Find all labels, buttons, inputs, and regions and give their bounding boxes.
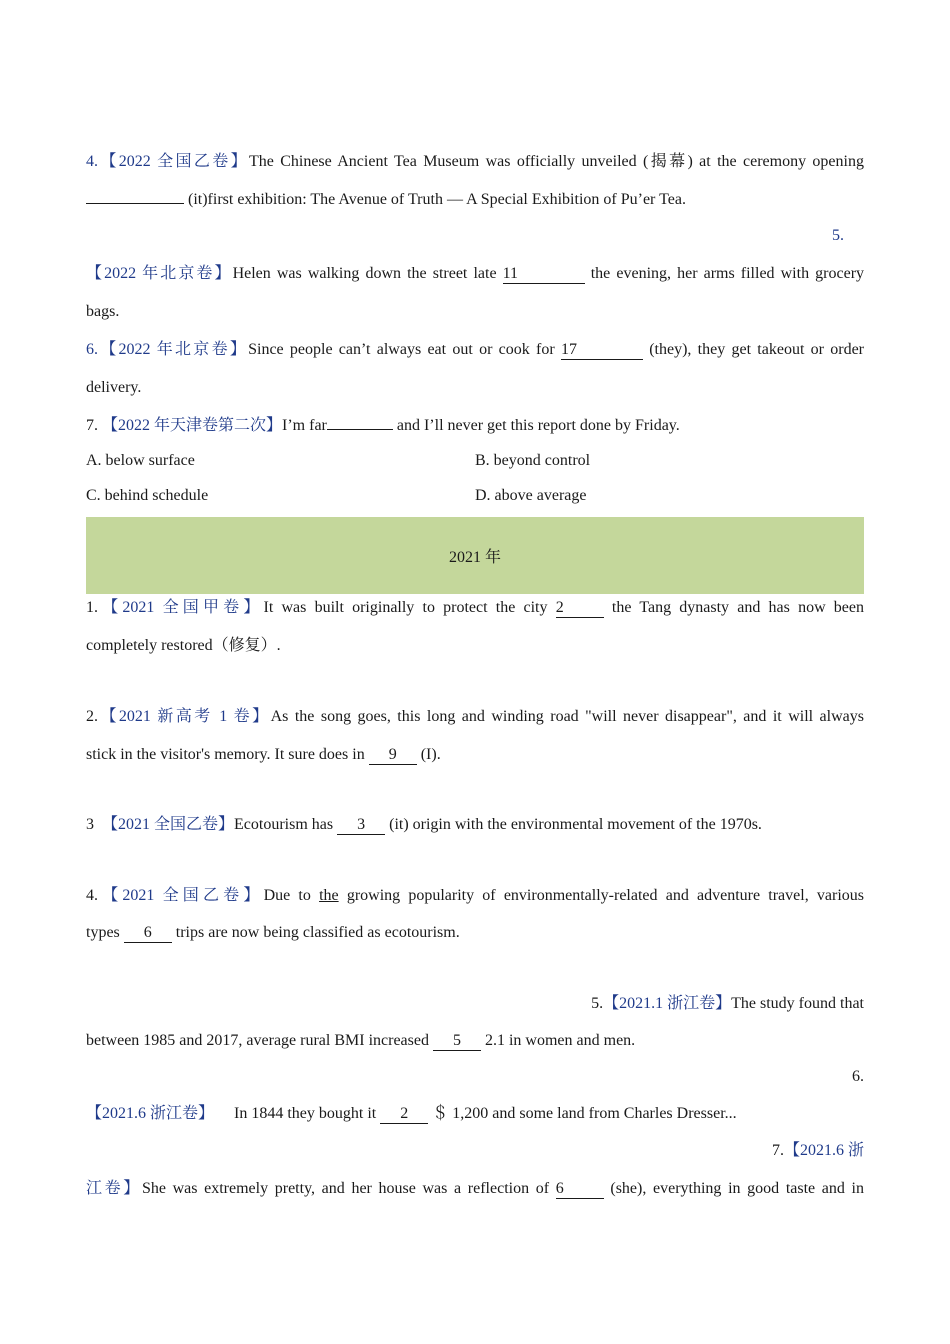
question-text: (they), they get takeout or order [649, 341, 864, 358]
q2022-5-line2 [86, 301, 864, 323]
q2021-7-number [86, 1140, 864, 1162]
answer-blank: 6 [124, 924, 172, 943]
question-text: the Tang dynasty and has now been [611, 599, 865, 616]
question-text: (it)first exhibition: The Avenue of Truth — A Special Exhibition of Pu’er Tea. [188, 191, 686, 208]
source-tag: 【2022 全国乙卷】 [98, 153, 249, 170]
question-number: 6. [852, 1068, 864, 1085]
answer-blank: 2 [380, 1105, 428, 1124]
q2021-7-line1 [86, 1178, 864, 1200]
q2021-1-line2 [86, 635, 864, 657]
source-tag: 【2021 全国甲卷】 [98, 599, 264, 616]
question-text: and I’ll never get this report done by Friday. [396, 417, 680, 434]
section-title: 2021 年 [448, 549, 501, 566]
question-text: bags. [86, 303, 120, 320]
option-a: A. below surface [86, 452, 195, 469]
q2022-5-number [832, 225, 844, 247]
question-text: Ecotourism has [234, 816, 334, 833]
source-tag: 【2021 新高考 1 卷】 [98, 708, 271, 725]
source-tag: 【2021 全国乙卷】 [102, 816, 235, 833]
option-d: D. above average [475, 487, 587, 504]
question-number: 4. [86, 887, 98, 904]
source-tag: 【2021.6 浙 [783, 1142, 864, 1159]
question-number: 5. [832, 227, 844, 244]
answer-blank: 11 [503, 265, 585, 284]
question-text: I’m far [282, 417, 327, 434]
answer-blank: 17 [561, 341, 643, 360]
q2022-6-line1 [86, 339, 864, 361]
q2021-3-line1 [86, 814, 864, 836]
question-text: delivery. [86, 379, 142, 396]
option-b: B. beyond control [475, 452, 591, 469]
question-number: 7. [771, 1142, 784, 1159]
q2022-7-line1 [86, 415, 864, 437]
answer-blank [86, 189, 184, 204]
source-tag: 【2021.1 浙江卷】 [603, 995, 732, 1012]
section-header-2021 [86, 517, 864, 594]
question-text: stick in the visitor's memory. It sure does in [86, 746, 365, 763]
question-text: She was extremely pretty, and her house was a reflection of [141, 1180, 550, 1197]
q2021-6-number [86, 1066, 864, 1088]
q2021-6-line1 [86, 1103, 864, 1125]
question-text: In 1844 they bought it [234, 1105, 377, 1122]
source-tag: 【2021 全国乙卷】 [98, 887, 264, 904]
question-number: 5. [591, 995, 604, 1012]
question-text: the evening, her arms filled with grocery [590, 265, 865, 282]
question-text: Due to [263, 887, 311, 904]
source-tag: 【2022 年北京卷】 [98, 341, 249, 358]
question-text: types [86, 924, 120, 941]
q2021-5-line2 [86, 1030, 864, 1052]
question-text: completely restored（修复）. [86, 637, 281, 654]
q2022-6-line2 [86, 377, 864, 399]
source-tag: 【2021.6 浙江卷】 [86, 1105, 215, 1122]
question-text: Helen was walking down the street late [232, 265, 497, 282]
question-text: between 1985 and 2017, average rural BMI increased [86, 1032, 429, 1049]
question-number: 4. [86, 153, 98, 170]
question-number: 1. [86, 599, 98, 616]
answer-blank: 9 [369, 746, 417, 765]
dollar-sign: ＄ [432, 1105, 449, 1122]
answer-blank: 3 [337, 816, 385, 835]
question-text: As the song goes, this long and winding road "will never disappear", and it will always [270, 708, 864, 725]
q2022-5-line1 [86, 263, 864, 285]
q2021-2-line1 [86, 706, 864, 728]
q2022-4-line2 [86, 189, 864, 211]
question-text: It was built originally to protect the city [263, 599, 548, 616]
q2021-5-line1 [86, 993, 864, 1015]
question-number: 6. [86, 341, 98, 358]
question-number: 7. [86, 417, 98, 434]
option-c: C. behind schedule [86, 487, 209, 504]
answer-blank: 5 [433, 1032, 481, 1051]
question-text: growing popularity of environmentally-related and adventure travel, various [346, 887, 865, 904]
source-tag: 【2022 年北京卷】 [86, 265, 233, 282]
question-text: Since people can’t always eat out or cook for [248, 341, 555, 358]
question-text: (she), everything in good taste and in [610, 1180, 864, 1197]
question-text: (it) origin with the environmental movement of the 1970s. [389, 816, 762, 833]
source-tag: 【2022 年天津卷第二次】 [102, 417, 283, 434]
q2021-1-line1 [86, 597, 864, 619]
question-text: (I). [420, 746, 441, 763]
answer-blank [327, 429, 393, 430]
question-text: trips are now being classified as ecotourism. [175, 924, 460, 941]
question-text: 1,200 and some land from Charles Dresser... [452, 1105, 737, 1122]
question-text: The Chinese Ancient Tea Museum was officially unveiled (揭幕) at the ceremony opening [248, 153, 864, 170]
question-number: 2. [86, 708, 98, 725]
q2022-4-line1 [86, 151, 864, 173]
question-text: 2.1 in women and men. [484, 1032, 636, 1049]
q2021-4-line2 [86, 922, 864, 944]
q2021-2-line2 [86, 744, 864, 766]
question-text: The study found that [731, 995, 864, 1012]
answer-blank: 6 [556, 1180, 604, 1199]
q2021-4-line1 [86, 885, 864, 907]
question-number: 3 [86, 816, 94, 833]
underlined-word: the [319, 887, 339, 904]
source-tag: 江卷】 [86, 1180, 142, 1197]
answer-blank: 2 [556, 599, 604, 618]
